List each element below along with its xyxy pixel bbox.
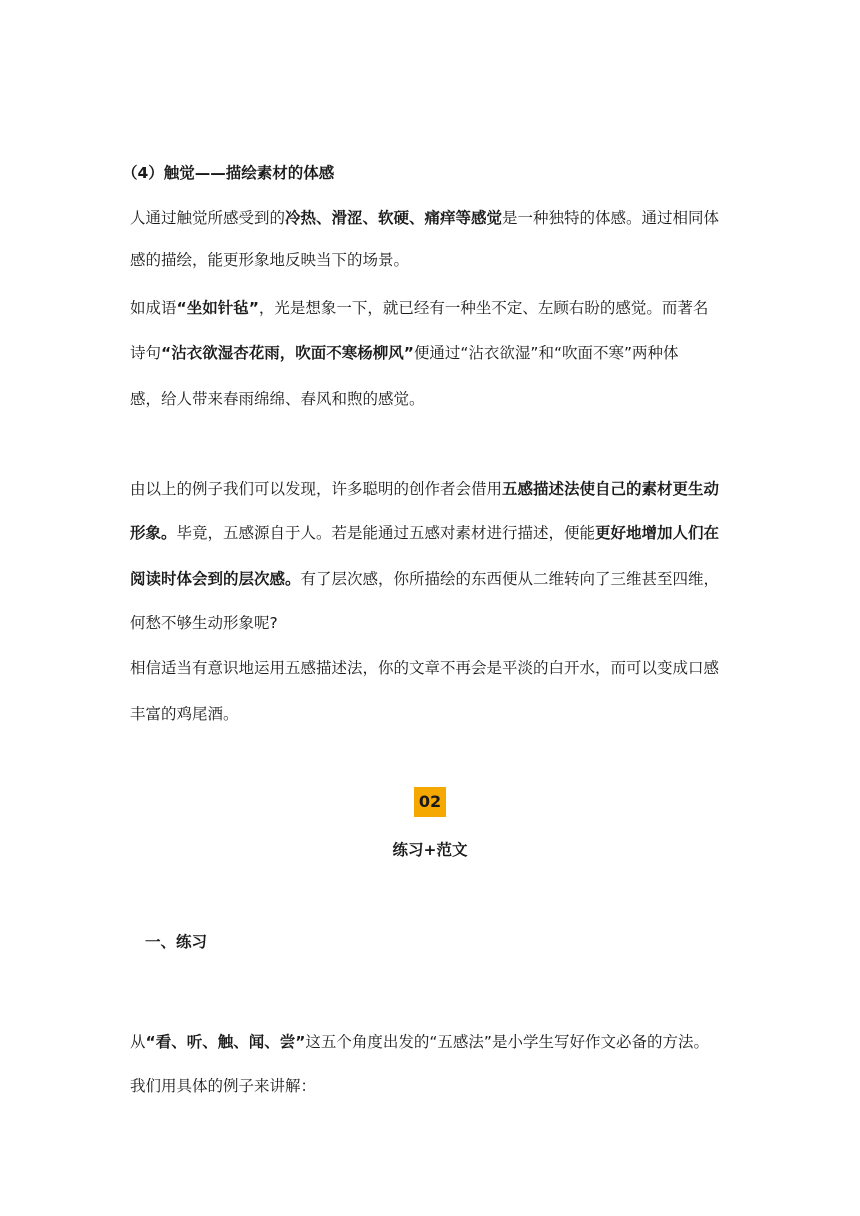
text: 有了层次感，你所描绘的东西便从二维转向了三维甚至四维， xyxy=(300,570,720,588)
bold-quote: “坐如针毡” xyxy=(176,299,259,317)
paragraph-line xyxy=(130,1032,709,1052)
section-number-badge: 02 xyxy=(414,787,446,817)
exercise-heading: 一、练习 xyxy=(145,933,208,951)
section-heading-touch: （4）触觉——描绘素材的体感 xyxy=(122,164,335,182)
paragraph-line: 相信适当有意识地运用五感描述法，你的文章不再会是平淡的白开水，而可以变成口感 xyxy=(130,659,720,677)
text: 由以上的例子我们可以发现，许多聪明的创作者会借用 xyxy=(130,480,503,498)
text: 这五个角度出发的“五感法”是小学生写好作文必备的方法。 xyxy=(305,1033,709,1051)
paragraph-line xyxy=(130,343,679,363)
paragraph-line: 丰富的鸡尾酒。 xyxy=(130,705,239,723)
text: 是一种独特的体感。通过相同体 xyxy=(502,209,720,227)
text: 毕竟，五感源自于人。若是能通过五感对素材进行描述，便能 xyxy=(176,524,596,542)
paragraph-line xyxy=(130,298,708,318)
bold-text: 阅读时体会到的层次感。 xyxy=(130,570,301,588)
paragraph-line xyxy=(130,479,719,499)
paragraph-line: 感，给人带来春雨绵绵、春风和煦的感觉。 xyxy=(130,390,425,408)
paragraph-line xyxy=(130,208,719,228)
paragraph-line: 我们用具体的例子来讲解： xyxy=(130,1077,317,1095)
bold-text: 冷热、滑涩、软硬、痛痒等感觉 xyxy=(285,209,503,227)
bold-quote: “沾衣欲湿杏花雨，吹面不寒杨柳风” xyxy=(161,344,414,362)
text: 从 xyxy=(130,1033,146,1051)
text: 人通过触觉所感受到的 xyxy=(130,209,286,227)
text: 便通过“沾衣欲湿”和“吹面不寒”两种体 xyxy=(413,344,679,362)
section-badge-row xyxy=(0,787,860,817)
paragraph-line: 何愁不够生动形象呢? xyxy=(130,614,278,632)
paragraph-line xyxy=(130,523,719,543)
bold-text: 五感描述法使自己的素材更生动 xyxy=(502,480,720,498)
bold-text: 形象。 xyxy=(130,524,177,542)
text: 如成语 xyxy=(130,299,177,317)
paragraph-line: 感的描绘，能更形象地反映当下的场景。 xyxy=(130,251,410,269)
text: ，光是想象一下，就已经有一种坐不定、左顾右盼的感觉。而著名 xyxy=(258,299,709,317)
bold-text: 更好地增加人们在 xyxy=(595,524,720,542)
paragraph-line xyxy=(130,569,719,589)
section-title: 练习+范文 xyxy=(392,841,468,859)
text: 诗句 xyxy=(130,344,162,362)
bold-quote: “看、听、触、闻、尝” xyxy=(145,1033,306,1051)
